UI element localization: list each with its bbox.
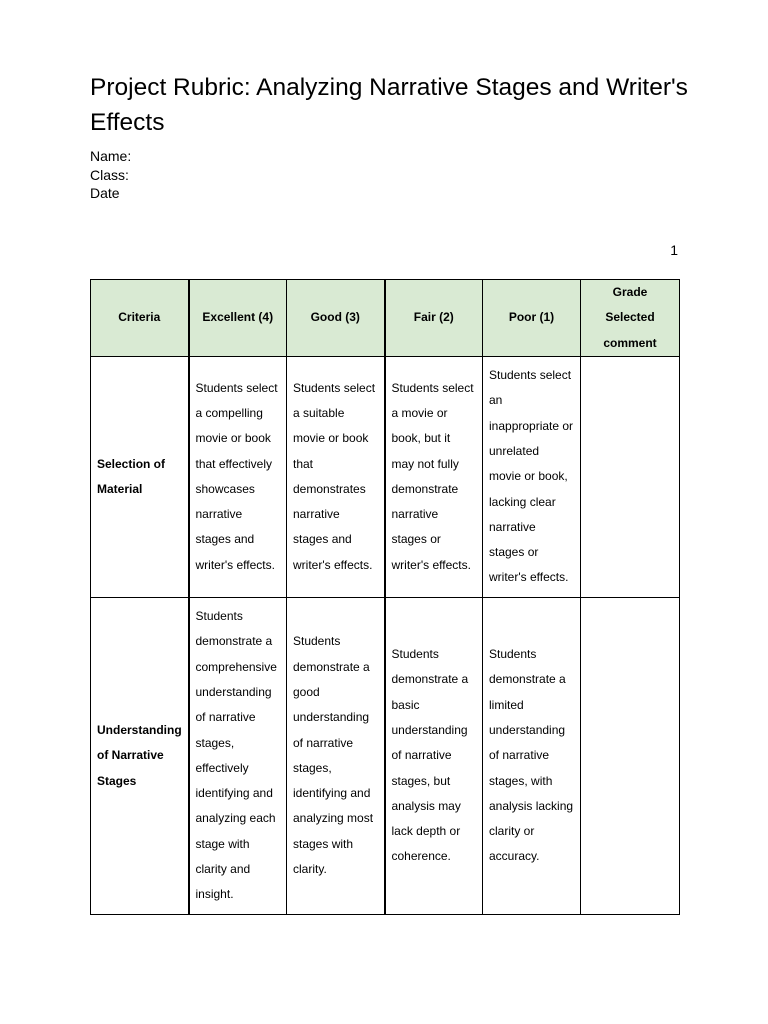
page-number: 1 (670, 242, 678, 258)
excellent-cell: Students demonstrate a comprehensive understanding of narrative stages, effectively identifying and analyzing each stage with clarity and insight. (189, 597, 287, 914)
good-cell: Students select a suitable movie or book that demonstrates narrative stages and writer's effects. (287, 356, 385, 597)
fair-cell: Students select a movie or book, but it may not fully demonstrate narrative stages or writer's effects. (385, 356, 483, 597)
criteria-cell: Understanding of Narrative Stages (91, 597, 189, 914)
header-good: Good (3) (287, 280, 385, 357)
class-field-label: Class: (90, 166, 129, 183)
header-poor: Poor (1) (483, 280, 581, 357)
header-grade-selected-comment: Grade Selected comment (581, 280, 680, 357)
rubric-table (90, 279, 680, 915)
rubric-header-row (91, 280, 680, 357)
header-excellent: Excellent (4) (189, 280, 287, 357)
header-criteria: Criteria (91, 280, 189, 357)
criteria-cell: Selection of Material (91, 356, 189, 597)
rubric-row-selection-of-material (91, 356, 680, 597)
header-fair: Fair (2) (385, 280, 483, 357)
poor-cell: Students select an inappropriate or unrelated movie or book, lacking clear narrative stages or writer's effects. (483, 356, 581, 597)
fair-cell: Students demonstrate a basic understanding of narrative stages, but analysis may lack depth or coherence. (385, 597, 483, 914)
good-cell: Students demonstrate a good understanding of narrative stages, identifying and analyzing most stages with clarity. (287, 597, 385, 914)
name-field-label: Name: (90, 148, 132, 164)
date-field-label: Date (90, 185, 120, 201)
student-info-fields (90, 147, 131, 203)
grade-cell[interactable] (581, 597, 680, 914)
poor-cell: Students demonstrate a limited understanding of narrative stages, with analysis lacking clarity or accuracy. (483, 597, 581, 914)
rubric-row-understanding-of-narrative-stages (91, 597, 680, 914)
document-title: Project Rubric: Analyzing Narrative Stages and Writer's Effects (90, 74, 688, 136)
grade-cell[interactable] (581, 356, 680, 597)
excellent-cell: Students select a compelling movie or book that effectively showcases narrative stages and writer's effects. (189, 356, 287, 597)
